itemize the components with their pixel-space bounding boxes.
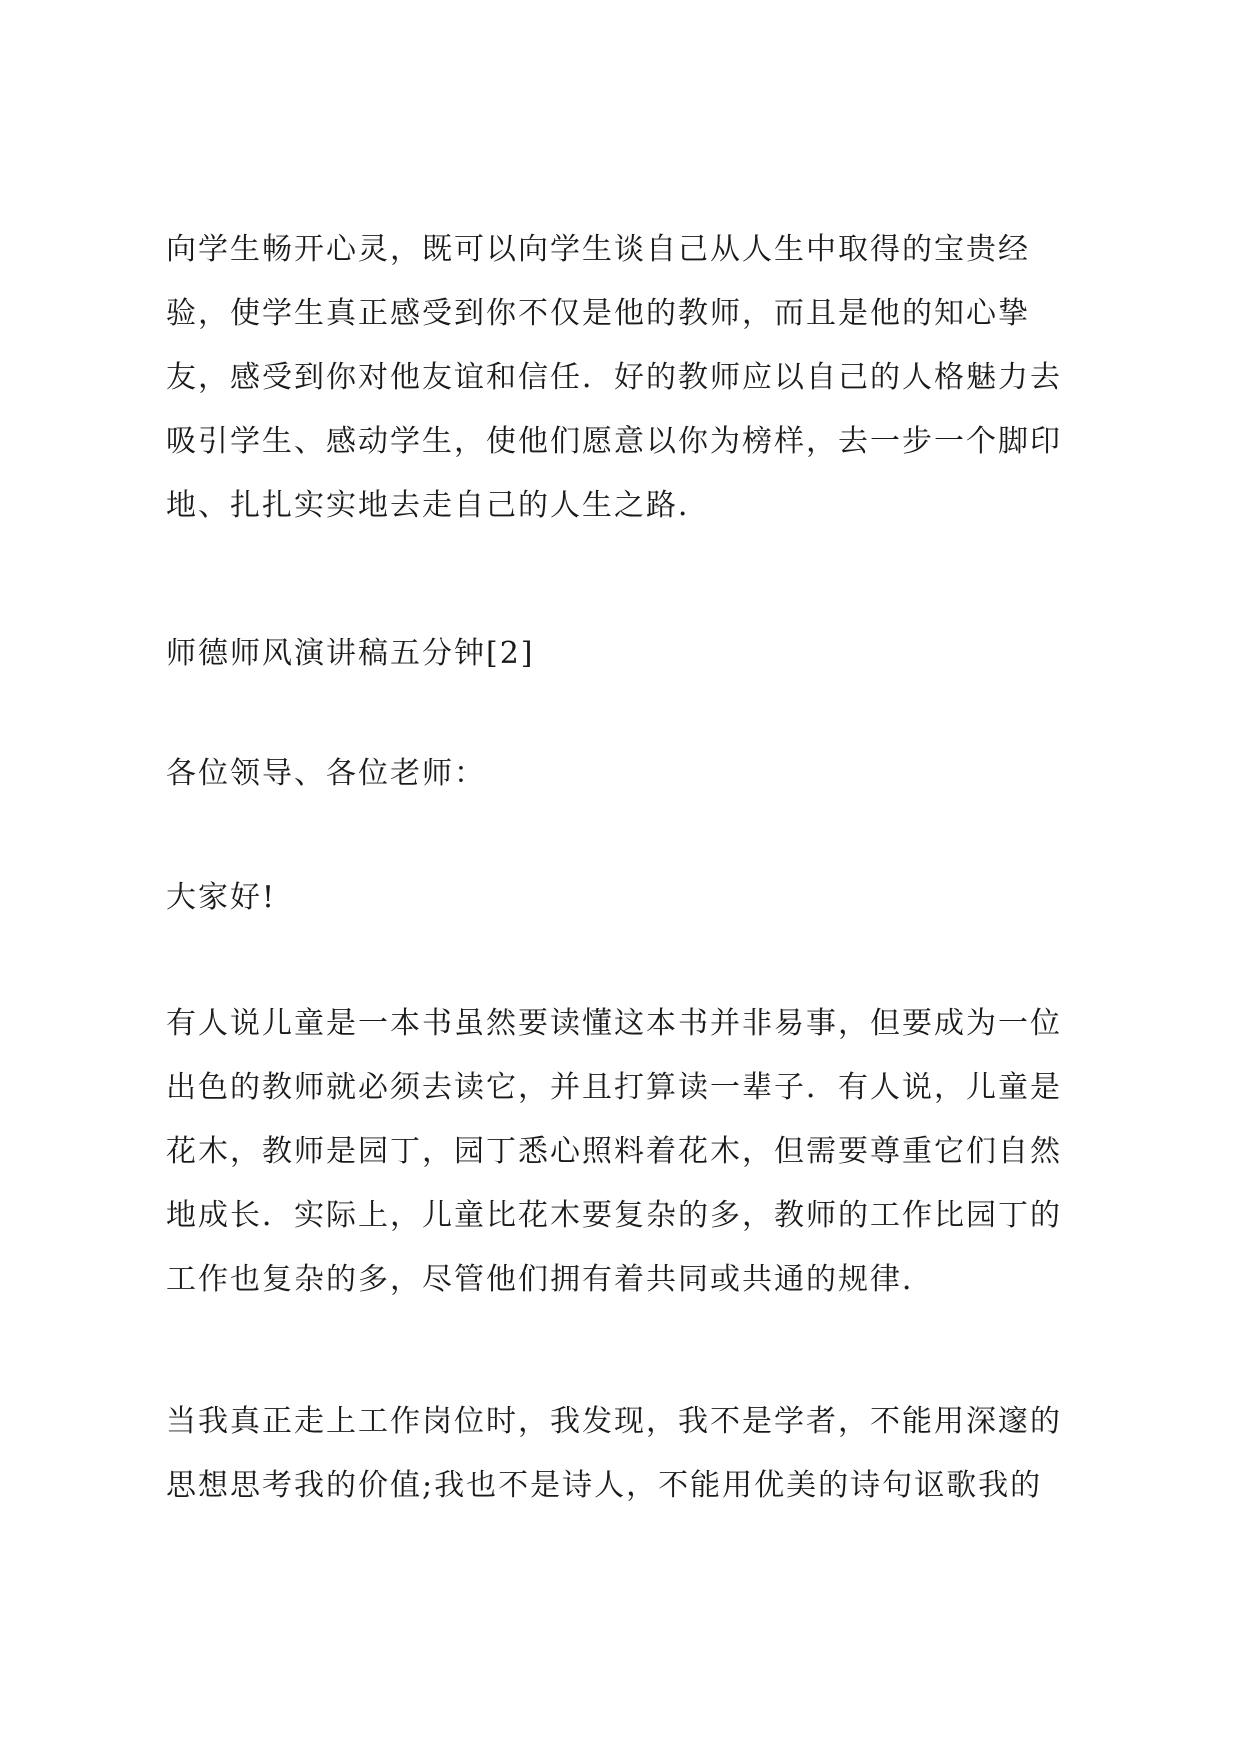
paragraph-line: 地、扎扎实实地去走自己的人生之路． [166,488,710,523]
paragraph-line: 有人说儿童是一本书虽然要读懂这本书并非易事，但要成为一位 [166,1006,1062,1041]
paragraph-line: 友，感受到你对他友谊和信任．好的教师应以自己的人格魅力去 [166,360,1062,395]
section-heading: 师德师风演讲稿五分钟[2] [166,636,535,671]
paragraph-line: 向学生畅开心灵，既可以向学生谈自己从人生中取得的宝贵经 [166,232,1030,267]
paragraph-line: 当我真正走上工作岗位时，我发现，我不是学者，不能用深邃的 [166,1404,1062,1439]
paragraph-line: 验，使学生真正感受到你不仅是他的教师，而且是他的知心挚 [166,296,1030,331]
paragraph-line: 思想思考我的价值;我也不是诗人，不能用优美的诗句讴歌我的 [166,1468,1043,1503]
paragraph-3 [166,1390,1096,1518]
paragraph-line: 出色的教师就必须去读它，并且打算读一辈子．有人说，儿童是 [166,1070,1062,1105]
paragraph-2 [166,992,1096,1312]
salutation: 各位领导、各位老师： [166,756,486,791]
paragraph-line: 地成长．实际上，儿童比花木要复杂的多，教师的工作比园丁的 [166,1198,1062,1233]
paragraph-1 [166,218,1096,538]
paragraph-line: 吸引学生、感动学生，使他们愿意以你为榜样，去一步一个脚印 [166,424,1062,459]
paragraph-line: 工作也复杂的多，尽管他们拥有着共同或共通的规律． [166,1262,934,1297]
greeting: 大家好! [166,880,277,915]
paragraph-line: 花木，教师是园丁，园丁悉心照料着花木，但需要尊重它们自然 [166,1134,1062,1169]
